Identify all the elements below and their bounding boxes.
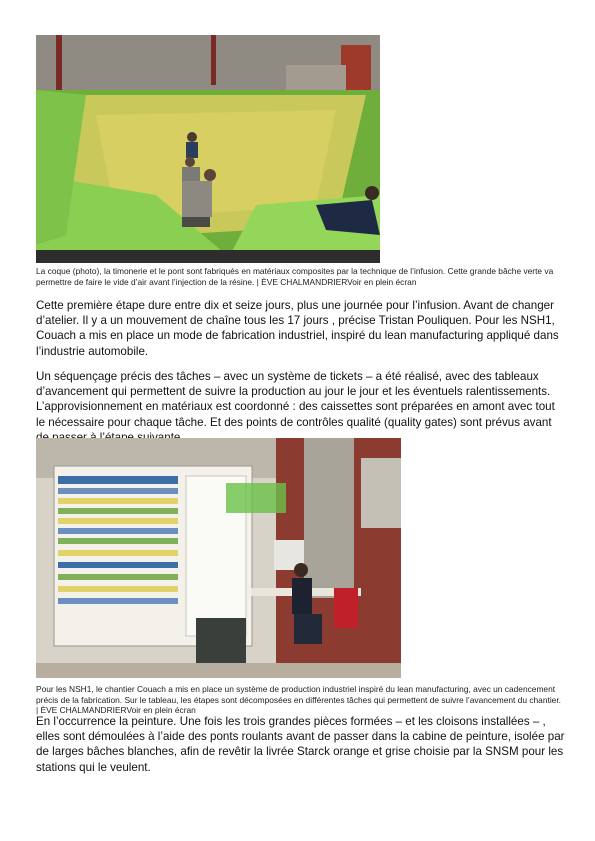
photo2-caption: Pour les NSH1, le chantier Couach a mis en place un système de production industriel inspiré du lean manufacturing, avec un cadencement précis de la fabrication. Sur le tableau, les étapes sont décomposées en différentes tâches qui permettent de suivre l’avancement du chantier. | ÈVE CHALMANDRIERVoir en plein écran [36, 684, 561, 716]
production-board-photo [36, 438, 401, 678]
article-paragraph: Un séquençage précis des tâches – avec un système de tickets – a été réalisé, avec des tableaux d’avancement qui permettent de suivre la production au jour le jour et les éventuels ralentissements. L’approvisionnement en matériaux est coordonné : des caissettes sont préparées en amont avec tout le nécessaire pour chaque tâche. Et des points de contrôles qualité (quality gates) sont prévus avant [36, 370, 555, 429]
photo1-caption: La coque (photo), la timonerie et le pont sont fabriqués en matériaux composites par la technique de l’infusion. Cette grande bâche verte va permettre de faire le vide d’air avant l’injection de la résine. | ÈVE CHALMANDRIERVoir en plein écran [36, 266, 554, 287]
hull-infusion-photo [36, 35, 380, 263]
article-paragraph: Cette première étape dure entre dix et seize jours, plus une journée pour l’infusion. Avant de changer d’atelier. Il y a un mouvement de chaîne tous les 17 jours , précise Tristan Pouliquen. Pour les NSH1, Couach a mis en place un mode de fabrication industriel, inspiré du lean manufacturing appliqué dans l’industrie automobile. [36, 299, 559, 358]
article-paragraph: En l’occurrence la peinture. Une fois les trois grandes pièces formées – et les cloisons installées – , elles sont démoulées à l’aide des ponts roulants avant de passer dans la cabine de peinture, isolée par de larges bâches blanches, afin de revêtir la livrée Starck orange et grise choisie par la SNSM pour les stations qui le veulent. [36, 715, 565, 774]
